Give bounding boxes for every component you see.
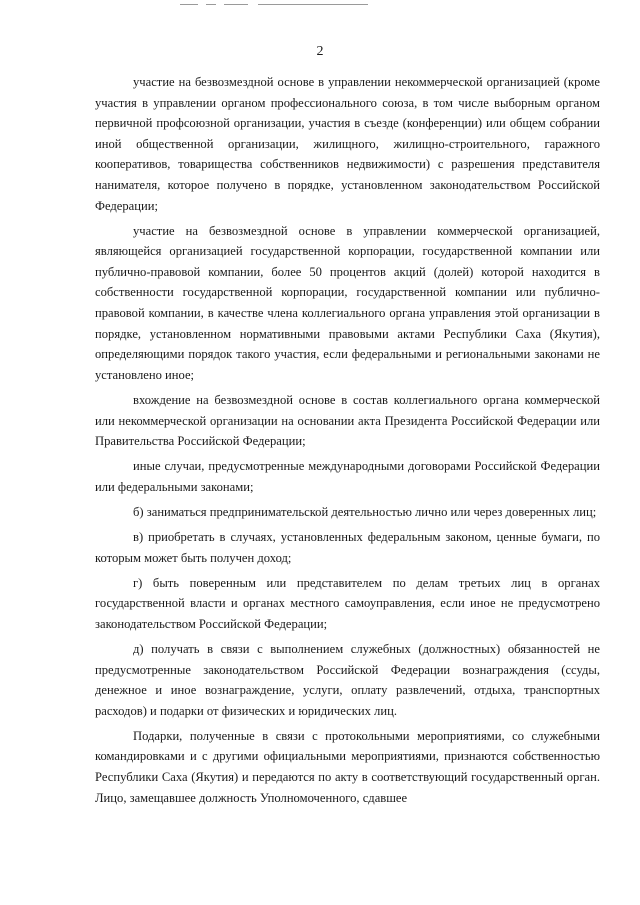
paragraph: вхождение на безвозмездной основе в состав коллегиального органа коммерческой или некоммерческой организации на основании акта Президента Российской Федерации или Правительства Российской Федерации; [95, 392, 600, 449]
paragraph: д) получать в связи с выполнением служебных (должностных) обязанностей не предусмотренные законодательством Российской Федерации вознаграждения (ссуды, денежное и иное вознаграждение, услуги, оплату развлечений, отдыха, транспортных расходов) и подарки от физических и юридических лиц. [95, 641, 600, 718]
paragraph: г) быть поверенным или представителем по делам третьих лиц в органах государственной власти и органах местного самоуправления, если иное не предусмотрено законодательством Российской Федерации; [95, 575, 600, 631]
page-number: 2 [316, 44, 324, 59]
paragraph: иные случаи, предусмотренные международными договорами Российской Федерации или федеральными законами; [95, 459, 600, 494]
paragraph: Подарки, полученные в связи с протокольными мероприятиями, со служебными командировками и с другими официальными мероприятиями, признаются собственностью Республики Саха (Якутия) и передаются по акту в соответствующий государственный орган. Лицо, замещавшее должность Уполномоченного, сдавшее [95, 728, 600, 805]
document-body [95, 72, 600, 813]
paragraph: в) приобретать в случаях, установленных федеральным законом, ценные бумаги, по которым может быть получен доход; [95, 529, 600, 565]
scan-artifact [180, 4, 380, 6]
paragraph: б) заниматься предпринимательской деятельностью лично или через доверенных лиц; [133, 504, 597, 519]
paragraph: участие на безвозмездной основе в управлении коммерческой организацией, являющейся организацией государственной корпорации, государственной компании или публично-правовой компании, более 50 процентов акций (долей) которой находится в собственности государственной корпорации, государственной компании или публично-правовой компании, в качестве члена коллегиального органа управления этой организации в порядке, установленном нормативными правовыми актами Республики Саха (Якутия), определяющими порядок такого участия, если федеральными и региональными законами не установлено иное; [95, 223, 600, 382]
paragraph: участие на безвозмездной основе в управлении некоммерческой организацией (кроме участия в управлении органом профессионального союза, в том числе выборным органом первичной профсоюзной организации, участия в съезде (конференции) или общем собрании иной общественной организации, жилищного, жилищно-строительного, гаражного кооперативов, товарищества собственников недвижимости) с разрешения представителя нанимателя, которое получено в порядке, установленном законодательством Российской Федерации; [95, 75, 600, 213]
